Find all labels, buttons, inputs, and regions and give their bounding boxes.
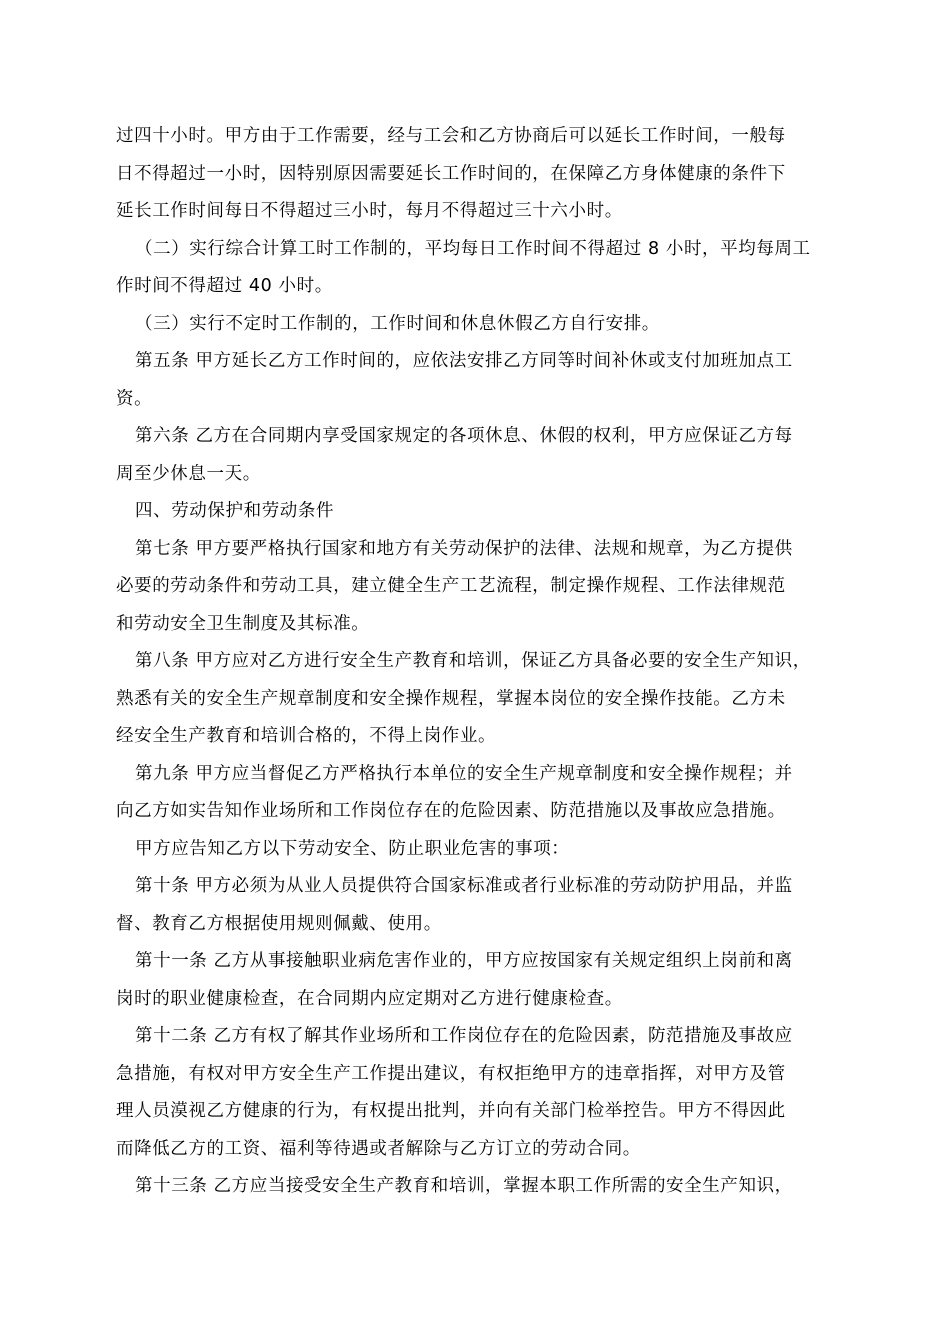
text-line: （二）实行综合计算工时工作制的，平均每日工作时间不得超过 8 小时，平均每周工 <box>135 238 811 259</box>
text-line: 第十条 甲方必须为从业人员提供符合国家标准或者行业标准的劳动防护用品，并监 <box>135 876 793 896</box>
document-body <box>116 118 836 1206</box>
text-line: 资。 <box>116 388 153 409</box>
section-heading: 四、劳动保护和劳动条件 <box>135 501 335 521</box>
text-line: 熟悉有关的安全生产规章制度和安全操作规程，掌握本岗位的安全操作技能。乙方未 <box>116 688 786 709</box>
text-line: 而降低乙方的工资、福利等待遇或者解除与乙方订立的劳动合同。 <box>116 1138 641 1159</box>
text-line: 第九条 甲方应当督促乙方严格执行本单位的安全生产规章制度和安全操作规程；并 <box>135 763 793 784</box>
text-line: 周至少休息一天。 <box>116 463 261 484</box>
text-line: 日不得超过一小时，因特别原因需要延长工作时间的，在保障乙方身体健康的条件下 <box>116 163 786 184</box>
text-line: 第十一条 乙方从事接触职业病危害作业的，甲方应按国家有关规定组织上岗前和离 <box>135 951 793 971</box>
text-line: 第五条 甲方延长乙方工作时间的，应依法安排乙方同等时间补休或支付加班加点工 <box>135 351 793 371</box>
text-line: 急措施，有权对甲方安全生产工作提出建议，有权拒绝甲方的违章指挥，对甲方及管 <box>116 1063 786 1084</box>
text-line: 甲方应告知乙方以下劳动安全、防止职业危害的事项： <box>135 838 570 859</box>
text-line: 第十三条 乙方应当接受安全生产教育和培训，掌握本职工作所需的安全生产知识， <box>135 1176 793 1196</box>
text-line: 岗时的职业健康检查，在合同期内应定期对乙方进行健康检查。 <box>116 988 623 1009</box>
text-line: 第七条 甲方要严格执行国家和地方有关劳动保护的法律、法规和规章，为乙方提供 <box>135 538 793 559</box>
text-line: 过四十小时。甲方由于工作需要，经与工会和乙方协商后可以延长工作时间，一般每 <box>116 126 786 146</box>
text-line: 作时间不得超过 40 小时。 <box>116 276 333 296</box>
text-line: 经安全生产教育和培训合格的，不得上岗作业。 <box>116 726 497 746</box>
text-line: （三）实行不定时工作制的，工作时间和休息休假乙方自行安排。 <box>135 313 660 334</box>
text-line: 督、教育乙方根据使用规则佩戴、使用。 <box>116 913 442 934</box>
text-line: 向乙方如实告知作业场所和工作岗位存在的危险因素、防范措施以及事故应急措施。 <box>116 801 786 821</box>
text-line: 必要的劳动条件和劳动工具，建立健全生产工艺流程，制定操作规程、工作法律规范 <box>116 576 786 596</box>
text-line: 和劳动安全卫生制度及其标准。 <box>116 613 370 634</box>
text-line: 第十二条 乙方有权了解其作业场所和工作岗位存在的危险因素，防范措施及事故应 <box>135 1026 793 1046</box>
text-line: 理人员漠视乙方健康的行为，有权提出批判，并向有关部门检举控告。甲方不得因此 <box>116 1101 786 1121</box>
text-line: 第六条 乙方在合同期内享受国家规定的各项休息、休假的权利，甲方应保证乙方每 <box>135 426 793 446</box>
text-line: 第八条 甲方应对乙方进行安全生产教育和培训，保证乙方具备必要的安全生产知识， <box>135 651 811 671</box>
text-line: 延长工作时间每日不得超过三小时，每月不得超过三十六小时。 <box>116 201 623 221</box>
